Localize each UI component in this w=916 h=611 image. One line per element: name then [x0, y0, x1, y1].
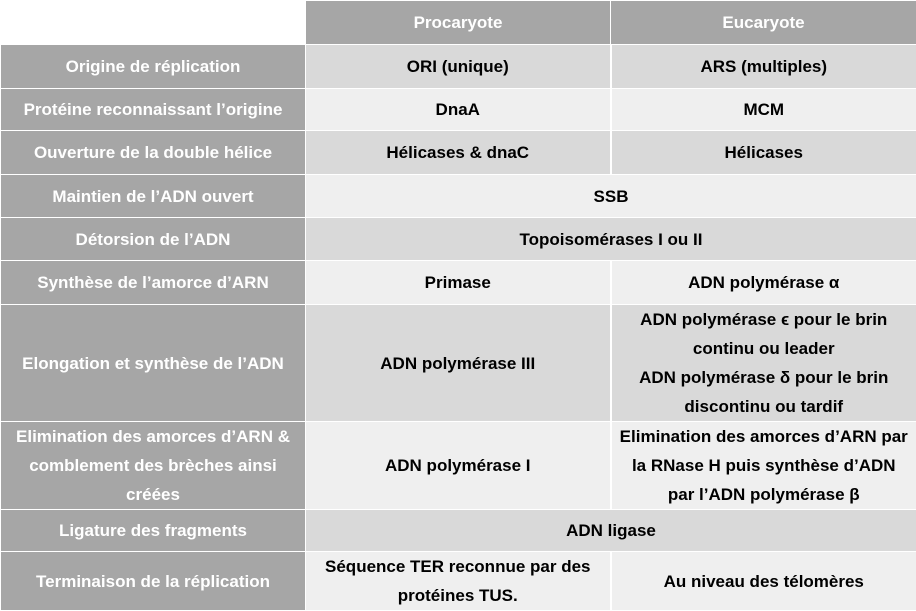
- row-label: Elimination des amorces d’ARN & comblement des brèches ainsi créées: [1, 422, 306, 510]
- row-label: Maintien de l’ADN ouvert: [1, 175, 306, 218]
- table-row: [1, 175, 916, 218]
- header-blank-cell: [1, 1, 306, 45]
- eukaryote-line-2: ADN polymérase δ pour le brin discontinu ou tardif: [618, 363, 911, 421]
- table-row: [1, 131, 916, 175]
- prokaryote-cell: Hélicases & dnaC: [306, 131, 611, 175]
- shared-cell: ADN ligase: [306, 510, 916, 552]
- table-header-row: [1, 1, 916, 45]
- row-label: Origine de réplication: [1, 45, 306, 89]
- prokaryote-cell: ADN polymérase III: [306, 305, 611, 422]
- table-row: [1, 422, 916, 510]
- eukaryote-cell: ARS (multiples): [611, 45, 916, 89]
- prokaryote-cell: ADN polymérase I: [306, 422, 611, 510]
- header-prokaryote: Procaryote: [306, 1, 611, 45]
- row-label: Terminaison de la réplication: [1, 552, 306, 611]
- shared-cell: SSB: [306, 175, 916, 218]
- table-row: [1, 218, 916, 261]
- shared-cell: Topoisomérases I ou II: [306, 218, 916, 261]
- eukaryote-cell: [611, 305, 916, 422]
- row-label: Ouverture de la double hélice: [1, 131, 306, 175]
- eukaryote-cell: Hélicases: [611, 131, 916, 175]
- header-eukaryote: Eucaryote: [611, 1, 916, 45]
- row-label: Synthèse de l’amorce d’ARN: [1, 261, 306, 305]
- row-label: Ligature des fragments: [1, 510, 306, 552]
- table-row: [1, 89, 916, 131]
- row-label: Détorsion de l’ADN: [1, 218, 306, 261]
- prokaryote-cell: Séquence TER reconnue par des protéines TUS.: [306, 552, 611, 611]
- prokaryote-cell: ORI (unique): [306, 45, 611, 89]
- eukaryote-cell: Au niveau des télomères: [611, 552, 916, 611]
- table-row: [1, 305, 916, 422]
- row-label: Protéine reconnaissant l’origine: [1, 89, 306, 131]
- eukaryote-cell: MCM: [611, 89, 916, 131]
- table-row: [1, 261, 916, 305]
- prokaryote-cell: DnaA: [306, 89, 611, 131]
- eukaryote-cell: Elimination des amorces d’ARN par la RNase H puis synthèse d’ADN par l’ADN polymérase β: [611, 422, 916, 510]
- eukaryote-cell: ADN polymérase α: [611, 261, 916, 305]
- eukaryote-line-1: ADN polymérase ϵ pour le brin continu ou leader: [618, 305, 911, 363]
- table-row: [1, 552, 916, 611]
- table-row: [1, 510, 916, 552]
- row-label: Elongation et synthèse de l’ADN: [1, 305, 306, 422]
- table-row: [1, 45, 916, 89]
- prokaryote-cell: Primase: [306, 261, 611, 305]
